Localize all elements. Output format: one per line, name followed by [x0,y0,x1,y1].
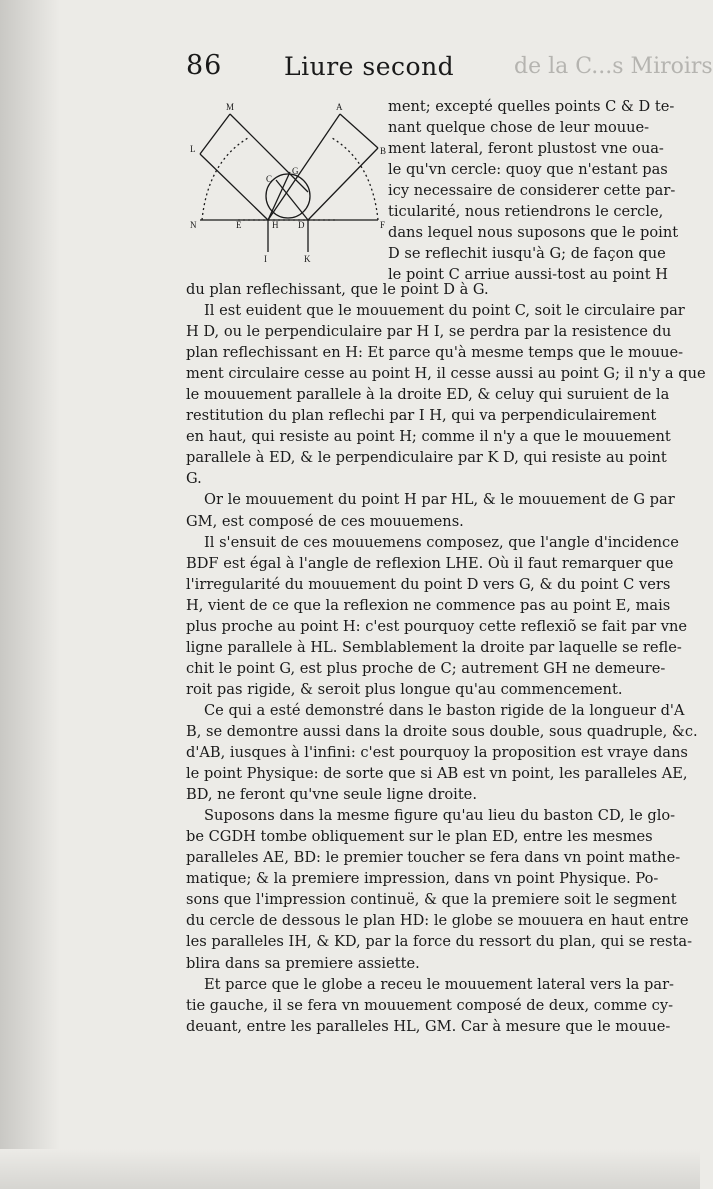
figure-label: I [264,254,267,264]
page-bottom-shadow [0,1149,700,1189]
right-arc-dotted [332,138,378,220]
text-line: D se reflechit iusqu'à G; de façon que [388,245,666,262]
text-line: paralleles AE, BD: le premier toucher se fera dans vn point mathe- [186,849,681,867]
text-line: H, vient de ce que la reflexion ne commence pas au point E, mais [186,596,671,614]
text-line: le point C arriue aussi-tost au point H [388,266,668,283]
text-line: le point Physique: de sorte que si AB est vn point, les paralleles AE, [186,765,688,783]
text-line: ment circulaire cesse au point H, il cesse aussi au point G; il n'y a que [186,365,706,383]
figure-label: D [298,220,305,230]
line-A-H [268,114,340,220]
text-line: Suposons dans la mesme figure qu'au lieu du baston CD, le glo- [204,807,676,825]
text-line: Ce qui a esté demonstré dans le baston rigide de la longueur d'A [204,701,685,719]
page-header [186,50,713,84]
text-line: H D, ou le perpendiculaire par H I, se perdra par la resistence du [186,323,672,341]
line-A-B [340,114,378,148]
text-line: l'irregularité du mouuement du point D vers G, & du point C vers [186,575,671,593]
text-line: Il est euident que le mouuement du point C, soit le circulaire par [204,302,685,320]
text-line: du cercle de dessous le plan HD: le globe se mouuera en haut entre [186,912,689,930]
text-line: le qu'vn cercle: quoy que n'estant pas [388,161,668,178]
text-line: le mouuement parallele à la droite ED, & celuy qui suruient de la [186,386,670,404]
figure-label: G [292,166,299,176]
text-line: ticularité, nous retiendrons le cercle, [388,203,664,220]
figure-label: F [380,220,386,230]
text-line: chit le point G, est plus proche de C; autrement GH ne demeure- [186,659,666,677]
text-line: du plan reflechissant, que le point D à G. [186,281,489,298]
page-gutter-shadow [0,0,60,1189]
text-line: d'AB, iusques à l'infini: c'est pourquoy la proposition est vraye dans [186,744,688,762]
text-line: roit pas rigide, & seroit plus longue qu'au commencement. [186,680,623,698]
figure-label: H [272,220,279,230]
text-line: Il s'ensuit de ces mouuemens composez, que l'angle d'incidence [204,533,679,551]
figure-label: E [236,220,242,230]
figure-label: L [190,144,196,154]
text-line: B, se demontre aussi dans la droite sous double, sous quadruple, &c. [186,722,698,740]
text-line: nant quelque chose de leur mouue- [388,119,650,136]
text-line: G. [186,470,202,488]
text-line: be CGDH tombe obliquement sur le plan ED, entre les mesmes [186,828,653,846]
running-title: Liure second [284,52,455,81]
text-line: BDF est égal à l'angle de reflexion LHE. Où il faut remarquer que [186,554,674,572]
text-line: sons que l'impression continuë, & que la premiere soit le segment [186,891,677,909]
text-line: Or le mouuement du point H par HL, & le mouuement de G par [204,491,675,509]
geometric-figure [188,92,388,282]
figure-label: K [304,254,311,264]
text-line: blira dans sa premiere assiette. [186,954,420,972]
page-number: 86 [186,50,223,81]
text-line: ligne parallele à HL. Semblablement la droite par laquelle se refle- [186,638,682,656]
figure-label: B [380,146,387,156]
line-M-L [200,114,230,154]
text-line: parallele à ED, & le perpendiculaire par K D, qui resiste au point [186,449,667,467]
main-text-block [186,279,706,1037]
text-line: deuant, entre les paralleles HL, GM. Car à mesure que le mouue- [186,1017,671,1035]
figure-label: C [266,174,273,184]
text-line: les paralleles IH, & KD, par la force du ressort du plan, qui se resta- [186,933,693,951]
figure-label: M [226,102,235,112]
text-line: plus proche au point H: c'est pourquoy cette reflexiõ se fait par vne [186,617,688,635]
text-line: plan reflechissant en H: Et parce qu'à mesme temps que le mouue- [186,344,684,362]
text-line: BD, ne feront qu'vne seule ligne droite. [186,786,477,804]
text-line: Et parce que le globe a receu le mouuement lateral vers la par- [204,975,674,993]
figure-label: N [190,220,197,230]
text-line: ment; excepté quelles points C & D te- [388,98,675,115]
text-line: tie gauche, il se fera vn mouuement composé de deux, comme cy- [186,996,674,1014]
text-line: ment lateral, feront plustost vne oua- [388,140,664,157]
line-L-H [200,154,268,220]
text-line: GM, est composé de ces mouuemens. [186,512,464,530]
bleed-through-text: de la C...s Miroirs [514,54,713,79]
figure-label: A [336,102,343,112]
text-line: restitution du plan reflechi par I H, qui va perpendiculairement [186,407,657,425]
text-line: icy necessaire de considerer cette par- [388,182,676,199]
text-line: en haut, qui resiste au point H; comme il n'y a que le mouuement [186,428,671,446]
text-line: matique; & la premiere impression, dans vn point Physique. Po- [186,870,659,888]
text-line: dans lequel nous suposons que le point [388,224,679,241]
line-B-D [308,148,378,220]
